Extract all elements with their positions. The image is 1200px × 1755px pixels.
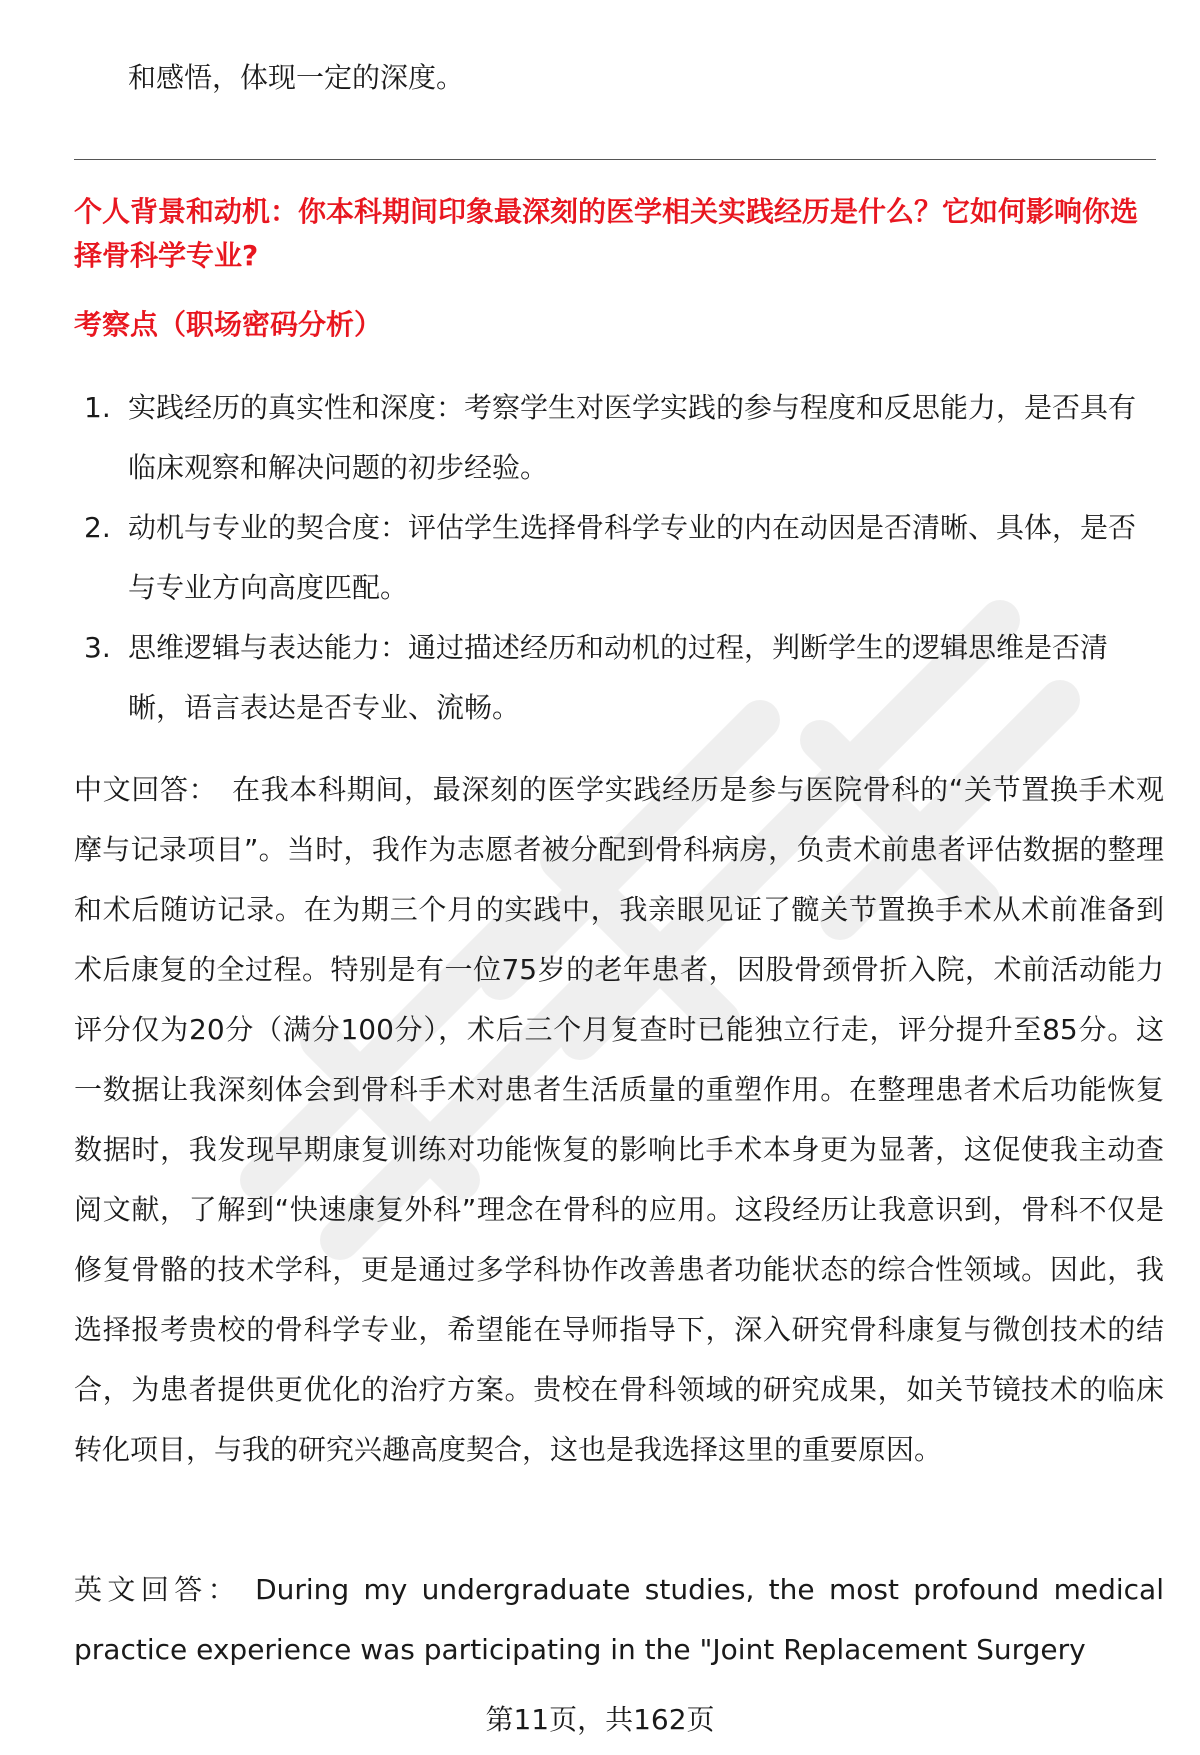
assessment-points-list (74, 378, 1159, 738)
english-answer-text: During my undergraduate studies, the most profound medical practice experience was participating in the "Joint Replacement Surgery (74, 1573, 1164, 1666)
chinese-answer (74, 760, 1164, 1480)
point-number: 1. (84, 391, 111, 424)
assessment-point (74, 498, 1159, 618)
section-divider (74, 159, 1156, 160)
point-number: 2. (84, 511, 111, 544)
point-text: 实践经历的真实性和深度：考察学生对医学实践的参与程度和反思能力，是否具有临床观察和解决问题的初步经验。 (128, 391, 1137, 484)
page-number: 第11页，共162页 (485, 1703, 715, 1736)
english-answer (74, 1560, 1164, 1680)
english-answer-label: 英文回答： (74, 1573, 242, 1606)
assessment-point (74, 618, 1159, 738)
point-text: 思维逻辑与表达能力：通过描述经历和动机的过程，判断学生的逻辑思维是否清晰，语言表达是否专业、流畅。 (128, 631, 1109, 724)
continuation-text: 和感悟，体现一定的深度。 (128, 61, 465, 94)
point-number: 3. (84, 631, 111, 664)
point-text: 动机与专业的契合度：评估学生选择骨科学专业的内在动因是否清晰、具体，是否与专业方向高度匹配。 (128, 511, 1137, 604)
assessment-heading: 考察点（职场密码分析） (74, 308, 383, 341)
assessment-point (74, 378, 1159, 498)
question-heading: 个人背景和动机：你本科期间印象最深刻的医学相关实践经历是什么？它如何影响你选择骨科学专业? (74, 195, 1139, 272)
chinese-answer-label: 中文回答： (74, 773, 218, 806)
chinese-answer-text: 在我本科期间，最深刻的医学实践经历是参与医院骨科的“关节置换手术观摩与记录项目”。当时，我作为志愿者被分配到骨科病房，负责术前患者评估数据的整理和术后随访记录。在为期三个月的实践中，我亲眼见证了髋关节置换手术从术前准备到术后康复的全过程。特别是有一位75岁的老年患者，因股骨颈骨折入院，术前活动能力评分仅为20分（满分100分），术后三个月复查时已能独立行走，评分提升至85分。这一数据让我深刻体会到骨科手术对患者生活质量的重塑作用。在整理患者术后功能恢复数据时，我发现早期康复训练对功能恢复的影响比手术本身更为显著，这促使我主动查阅文献，了解到“快速康复外科”理念在骨科的应用。这段经历让我意识到，骨科不仅是修复骨骼的技术学科，更是通过多学科协作改善患者功能状态的综合性领域。因此，我选择报考贵校的骨科学专业，希望能在导师指导下，深入研究骨科康复与微创技术的结合，为患者提供更优化的治疗方案。贵校在骨科领域的研究成果，如关节镜技术的临床转化项目，与我的研究兴趣高度契合，这也是我选择这里的重要原因。 (74, 773, 1164, 1466)
